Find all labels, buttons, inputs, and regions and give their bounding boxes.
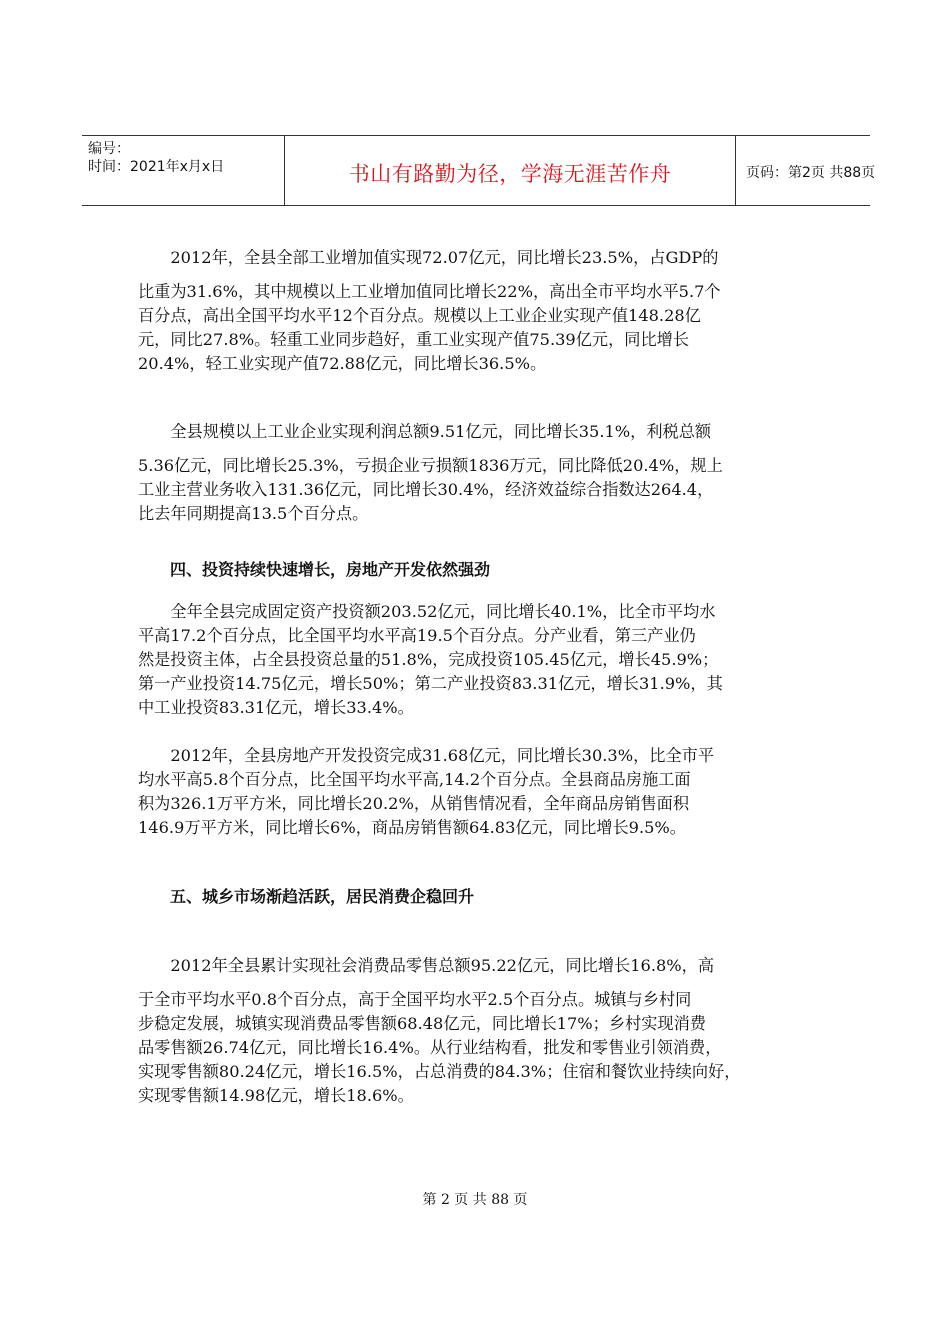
text-line: 全县规模以上工业企业实现利润总额9.51亿元，同比增长35.1%，利税总额 [138, 422, 712, 441]
page-footer: 第 2 页 共 88 页 [422, 1192, 528, 1208]
time-label: 时间：2021年x月x日 [88, 159, 225, 175]
text-line: 均水平高5.8个百分点，比全国平均水平高,14.2个百分点。全县商品房施工面 [138, 770, 691, 789]
serial-label: 编号： [88, 141, 130, 157]
text-line: 2012年，全县全部工业增加值实现72.07亿元，同比增长23.5%，占GDP的 [138, 248, 719, 267]
section-heading-investment: 四、投资持续快速增长，房地产开发依然强劲 [170, 560, 491, 579]
text-line: 百分点，高出全国平均水平12个百分点。规模以上工业企业实现产值148.28亿 [138, 306, 701, 325]
text-line: 2012年全县累计实现社会消费品零售总额95.22亿元，同比增长16.8%，高 [138, 956, 715, 975]
paragraph-retail-sales [138, 954, 818, 1108]
paragraph-industry-profit [138, 420, 818, 526]
text-line: 第一产业投资14.75亿元，增长50%；第二产业投资83.31亿元，增长31.9%，其 [138, 674, 723, 693]
text-line: 2012年，全县房地产开发投资完成31.68亿元，同比增长30.3%，比全市平 [138, 746, 715, 765]
paragraph-industry-value [138, 246, 818, 376]
text-line: 积为326.1万平方米，同比增长20.2%，从销售情况看，全年商品房销售面积 [138, 794, 690, 813]
section-heading-consumption: 五、城乡市场渐趋活跃，居民消费企稳回升 [170, 887, 475, 906]
text-line: 全年全县完成固定资产投资额203.52亿元，同比增长40.1%，比全市平均水 [138, 602, 716, 621]
header-meta [82, 136, 284, 205]
text-line: 品零售额26.74亿元，同比增长16.4%。从行业结构看，批发和零售业引领消费， [138, 1038, 722, 1057]
text-line: 实现零售额80.24亿元，增长16.5%，占总消费的84.3%；住宿和餐饮业持续向好， [138, 1062, 741, 1081]
text-line: 实现零售额14.98亿元，增长18.6%。 [138, 1086, 414, 1105]
page-info: 页码：第2页 共88页 [746, 165, 876, 181]
text-line: 工业主营业务收入131.36亿元，同比增长30.4%，经济效益综合指数达264.4， [138, 480, 714, 499]
text-line: 比重为31.6%，其中规模以上工业增加值同比增长22%，高出全市平均水平5.7个 [138, 282, 721, 301]
motto-text: 书山有路勤为径，学海无涯苦作舟 [348, 162, 672, 186]
text-line: 146.9万平方米，同比增长6%，商品房销售额64.83亿元，同比增长9.5%。 [138, 818, 686, 837]
text-line: 然是投资主体，占全县投资总量的51.8%，完成投资105.45亿元，增长45.9%； [138, 650, 719, 669]
paragraph-real-estate [138, 744, 818, 840]
document-header [82, 135, 876, 206]
header-motto-cell [284, 136, 736, 205]
text-line: 20.4%，轻工业实现产值72.88亿元，同比增长36.5%。 [138, 354, 547, 373]
text-line: 比去年同期提高13.5个百分点。 [138, 504, 369, 523]
text-line: 5.36亿元，同比增长25.3%，亏损企业亏损额1836万元，同比降低20.4%，规上 [138, 456, 723, 475]
text-line: 元，同比27.8%。轻重工业同步趋好，重工业实现产值75.39亿元，同比增长 [138, 330, 690, 349]
header-page-cell [734, 136, 876, 205]
paragraph-fixed-asset-investment [138, 600, 818, 720]
text-line: 中工业投资83.31亿元，增长33.4%。 [138, 698, 414, 717]
text-line: 于全市平均水平0.8个百分点，高于全国平均水平2.5个百分点。城镇与乡村同 [138, 990, 692, 1009]
text-line: 步稳定发展，城镇实现消费品零售额68.48亿元，同比增长17%；乡村实现消费 [138, 1014, 706, 1033]
text-line: 平高17.2个百分点，比全国平均水平高19.5个百分点。分产业看，第三产业仍 [138, 626, 696, 645]
